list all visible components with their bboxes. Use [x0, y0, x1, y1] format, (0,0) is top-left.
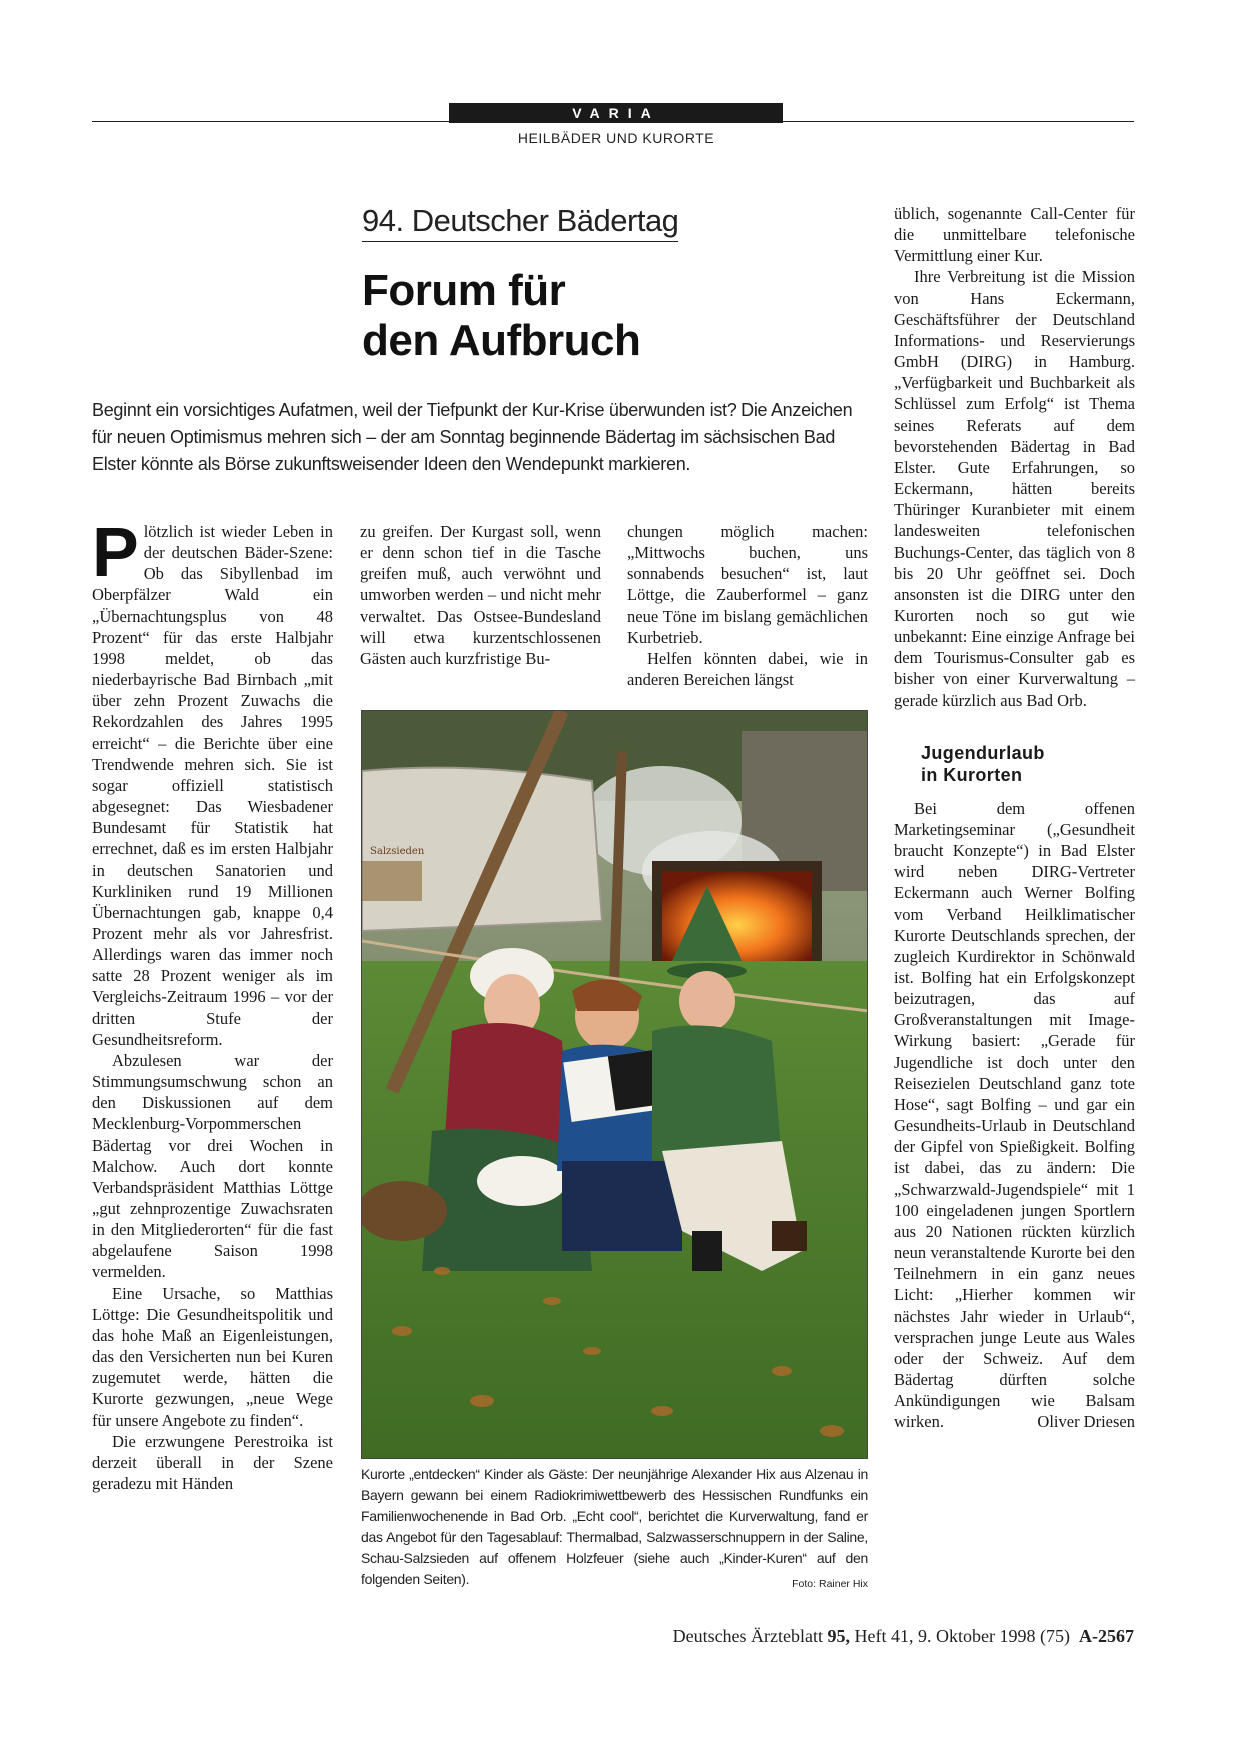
article-lead: Beginnt ein vorsichtiges Aufatmen, weil der Tiefpunkt der Kur-Krise überwunden ist? Die Anzeichen für neuen Optimismus mehren sich – der am Sonntag beginnende Bädertag im sächsischen Bad Elster könnte als Börse zukunftsweisender Ideen den Wendepunkt markieren. [92, 400, 853, 474]
article-photo [361, 710, 868, 1459]
issue-info: Heft 41, 9. Oktober 1998 (75) [854, 1626, 1070, 1646]
paragraph-text: lötzlich ist wieder Leben in der deutschen Bäder-Szene: Ob das Sibyllenbad im Oberpfälzer Wald ein „Übernachtungsplus von 48 Prozent“ für das erste Halbjahr 1998 meldet, ob das niederbayrische Bad Birnbach „mit über zehn Prozent Zuwachs die Rekordzahlen des Jahres 1995 erreicht“ – die Berichte über eine Trendwende mehren sich. Sie ist sogar offiziell statistisch abgesegnet: Das Wiesbadener Bundesamt für Statistik hat errechnet, daß es im ersten Halbjahr in deutschen Sanatorien und Kurkliniken rund 19 Millionen Übernachtungen gab, knappe 0,4 Prozent mehr als vor Jahresfrist. Allerdings waren das immer noch satte 28 Prozent weniger als im Vergleichs-Zeitraum 1996 – vor der dritten Stufe der Gesundheitsreform. [92, 522, 333, 1049]
paragraph: Die erzwungene Perestroika ist derzeit überall in der Szene geradezu mit Händen [92, 1431, 333, 1494]
article-headline [362, 266, 640, 366]
author-name: Oliver Driesen [1037, 1412, 1135, 1432]
subheading-line-2: in Kurorten [921, 764, 1023, 785]
text-column-4 [894, 203, 1135, 1432]
paragraph-text: Bei dem offenen Marketingseminar („Gesundheit braucht Konzepte“) in Bad Elster wird neben DIRG-Vertreter Eckermann auch Werner Bolfing vom Verband Heilklimatischer Kurorte Deutschlands sprechen, der zugleich Kurdirektor in Schönwald ist. Bolfing hat ein Erfolgskonzept beizutragen, das auf Großveranstaltungen mit Image-Wirkung basiert: „Gerade für Jugendliche ist doch unter den Reisezielen Deutschland ganz tote Hose“, sagt Bolfing – und gar ein Gesundheits-Urlaub in Deutschland der Gipfel von Spießigkeit. Bolfing ist dabei, das zu ändern: Die „Schwarzwald-Jugendspiele“ mit 1 100 eingeladenen jungen Sportlern aus 20 Nationen rückten kürzlich neun veranstaltende Kurorte bei den Teilnehmern in ein ganz neues Licht: „Hierher kommen wir nächstes Jahr wieder in Urlaub“, versprachen junge Leute aus Wales oder der Schweiz. Auf dem Bädertag dürften solche Ankündigungen wie Balsam wirken. [894, 798, 1135, 1432]
text-column-3 [627, 521, 868, 690]
section-label: VARIA [449, 103, 783, 123]
wagon-sign: Salzsieden [370, 846, 425, 857]
article-kicker: 94. Deutscher Bädertag [362, 203, 678, 242]
drop-cap: P [92, 513, 139, 591]
subheading [921, 742, 1135, 786]
paragraph: üblich, sogenannte Call-Center für die unmittelbare telefonische Vermittlung einer Kur. [894, 204, 1135, 266]
photo-illustration [362, 711, 868, 1459]
subheading-line-1: Jugendurlaub [921, 742, 1045, 763]
paragraph: Helfen könnten dabei, wie in anderen Bereichen längst [627, 648, 868, 690]
text-column-1 [92, 513, 333, 1494]
paragraph: chungen möglich machen: „Mittwochs buchen, uns sonnabends besuchen“ ist, laut Löttge, die Zauberformel – ganz neue Töne im bislang gemächlichen Kurbetrieb. [627, 522, 868, 647]
paragraph [894, 798, 1135, 1433]
section-subtitle: HEILBÄDER UND KURORTE [517, 130, 715, 146]
caption-text: Kurorte „entdecken“ Kinder als Gäste: Der neunjährige Alexander Hix aus Alzenau in Bayern gewann bei einem Radiokrimiwettbewerb des Hessischen Rundfunks ein Familienwochenende in Bad Orb. „Echt cool“, berichtet die Kurverwaltung, fand er das Angebot für den Tagesablauf: Thermalbad, Salzwasserschnuppern in der Saline, Schau-Salzsieden auf offenem Holzfeuer (siehe auch „Kinder-Kuren“ auf den folgenden Seiten). [361, 1466, 868, 1587]
headline-line-1: Forum für [362, 266, 566, 315]
text-column-2 [360, 521, 601, 669]
volume-number: 95, [827, 1626, 851, 1646]
page-footer [673, 1626, 1134, 1647]
paragraph: zu greifen. Der Kurgast soll, wenn er denn schon tief in die Tasche greifen muß, auch verwöhnt und umworben werden – und nicht mehr verwaltet. Das Ostsee-Bundesland will etwa kurzentschlossenen Gästen auch kurzfristige Bu- [360, 522, 601, 668]
page-number: A-2567 [1079, 1626, 1134, 1646]
journal-name: Deutsches Ärzteblatt [672, 1626, 824, 1646]
paragraph: Eine Ursache, so Matthias Löttge: Die Gesundheitspolitik und das hohe Maß an Eigenleistungen, das den Versicherten nun bei Kuren zugemutet werde, hätten die Kurorte gezwungen, „neue Wege für unsere Angebote zu finden“. [92, 1283, 333, 1430]
photo-caption [361, 1464, 868, 1595]
headline-line-2: den Aufbruch [362, 316, 641, 365]
paragraph [92, 513, 333, 1050]
photo-credit: Foto: Rainer Hix [792, 1578, 868, 1590]
paragraph: Abzulesen war der Stimmungsumschwung schon an den Diskussionen auf dem Mecklenburg-Vorpommerschen Bädertag vor drei Wochen in Malchow. Auch dort konnte Verbandspräsident Matthias Löttge „gut zehnprozentige Zuwachsraten in den Mitgliederorten“ für die fast abgelaufene Saison 1998 vermelden. [92, 1050, 333, 1282]
paragraph: Ihre Verbreitung ist die Mission von Hans Eckermann, Geschäftsführer der Deutschland Informations- und Reservierungs GmbH (DIRG) in Hamburg. „Verfügbarkeit und Buchbarkeit als Schlüssel zum Erfolg“ ist Thema seines Referats auf dem bevorstehenden Bädertag in Bad Elster. Gute Erfahrungen, so Eckermann, hätten bereits Thüringer Kuranbieter mit einem landesweiten telefonischen Buchungs-Center, das täglich von 8 bis 20 Uhr geöffnet sei. Doch ansonsten ist die DIRG unter den Kurorten noch so gut wie unbekannt: Eine einzige Anfrage bei dem Tourismus-Consulter gab es bisher von einer Kurverwaltung – gerade kürzlich aus Bad Orb. [894, 267, 1135, 710]
